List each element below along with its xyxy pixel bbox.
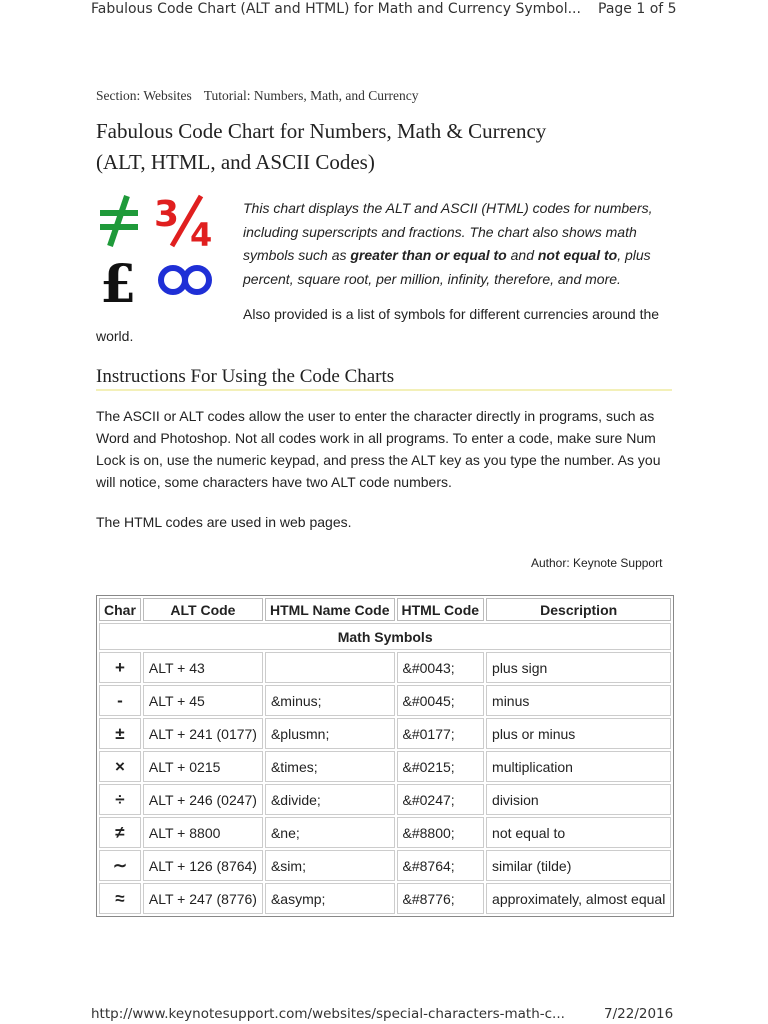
alt-code-cell: ALT + 246 (0247) <box>143 784 263 815</box>
html-name-code-cell <box>265 652 395 683</box>
currency-note-line-1-wrap <box>243 303 659 325</box>
column-header-html-code: HTML Code <box>397 598 485 621</box>
description-cell: plus sign <box>486 652 671 683</box>
char-cell: × <box>99 751 141 782</box>
column-header-description: Description <box>486 598 671 621</box>
html-name-code-cell: &ne; <box>265 817 395 848</box>
infinity-icon <box>161 268 209 292</box>
instructions-line-3: Lock is on, use the numeric keypad, and press the ALT key as you type the number. As you <box>96 452 661 468</box>
description-cell: plus or minus <box>486 718 671 749</box>
instructions-line-2: Word and Photoshop. Not all codes work in all programs. To enter a code, make sure Num <box>96 430 656 446</box>
table-row <box>99 718 671 749</box>
char-cell: ± <box>99 718 141 749</box>
section-title: Math Symbols <box>99 623 671 650</box>
alt-code-cell: ALT + 247 (8776) <box>143 883 263 914</box>
html-code-cell: &#8800; <box>397 817 485 848</box>
html-name-code-cell: &minus; <box>265 685 395 716</box>
table-row <box>99 652 671 683</box>
intro-line-3-a: symbols such as <box>243 247 351 263</box>
intro-line-3-e: , plus <box>617 247 651 263</box>
description-cell: division <box>486 784 671 815</box>
alt-code-cell: ALT + 8800 <box>143 817 263 848</box>
char-cell: ≠ <box>99 817 141 848</box>
not-equal-emphasis: not equal to <box>537 247 618 263</box>
currency-note-line-2-wrap <box>96 325 133 347</box>
page-title-line-2: (ALT, HTML, and ASCII Codes) <box>96 150 375 174</box>
html-code-cell: &#8764; <box>397 850 485 881</box>
page-title <box>96 116 696 178</box>
three-quarters-icon <box>154 194 212 254</box>
description-cell: multiplication <box>486 751 671 782</box>
instructions-heading: Instructions For Using the Code Charts <box>96 366 395 387</box>
html-name-code-cell: &asymp; <box>265 883 395 914</box>
intro-paragraph <box>243 197 683 291</box>
alt-code-cell: ALT + 126 (8764) <box>143 850 263 881</box>
table-header-row <box>99 598 671 621</box>
char-cell: ÷ <box>99 784 141 815</box>
breadcrumb <box>96 88 419 104</box>
column-header-char: Char <box>99 598 141 621</box>
char-cell: - <box>99 685 141 716</box>
char-cell: ∼ <box>99 850 141 881</box>
instructions-paragraph <box>96 405 660 493</box>
alt-code-cell: ALT + 43 <box>143 652 263 683</box>
print-header-page-number: Page 1 of 5 <box>598 1 677 17</box>
html-code-cell: &#0045; <box>397 685 485 716</box>
breadcrumb-section-link[interactable]: Section: Websites <box>96 88 192 103</box>
html-code-cell: &#8776; <box>397 883 485 914</box>
table-row <box>99 817 671 848</box>
numerator-three: 3 <box>154 194 180 235</box>
description-cell: similar (tilde) <box>486 850 671 881</box>
instructions-line-1: The ASCII or ALT codes allow the user to enter the character directly in programs, such as <box>96 408 655 424</box>
description-cell: not equal to <box>486 817 671 848</box>
page-title-line-1: Fabulous Code Chart for Numbers, Math & Currency <box>96 119 547 143</box>
footer-url: http://www.keynotesupport.com/websites/special-characters-math-c... <box>91 1006 565 1022</box>
table-row <box>99 751 671 782</box>
greater-equal-emphasis: greater than or equal to <box>350 247 507 263</box>
pound-icon: £ <box>100 254 137 310</box>
heading-underline <box>96 389 672 391</box>
char-cell: + <box>99 652 141 683</box>
description-cell: minus <box>486 685 671 716</box>
html-code-cell: &#0215; <box>397 751 485 782</box>
html-codes-note <box>96 511 352 533</box>
table-row <box>99 685 671 716</box>
denominator-four: 4 <box>190 216 213 254</box>
alt-code-cell: ALT + 0215 <box>143 751 263 782</box>
html-code-cell: &#0177; <box>397 718 485 749</box>
column-header-html-name-code: HTML Name Code <box>265 598 395 621</box>
alt-code-cell: ALT + 241 (0177) <box>143 718 263 749</box>
table-row <box>99 784 671 815</box>
intro-line-3-c: and <box>506 247 538 263</box>
instructions-line-4: will notice, some characters have two ALT code numbers. <box>96 474 452 490</box>
intro-line-1: This chart displays the ALT and ASCII (HTML) codes for numbers, <box>243 200 653 216</box>
section-row <box>99 623 671 650</box>
table-row <box>99 850 671 881</box>
char-cell: ≈ <box>99 883 141 914</box>
currency-note-line-1: Also provided is a list of symbols for different currencies around the <box>243 306 660 322</box>
author-credit: Author: Keynote Support <box>531 556 663 570</box>
html-name-code-cell: &times; <box>265 751 395 782</box>
print-header-title: Fabulous Code Chart (ALT and HTML) for Math and Currency Symbol... <box>91 1 581 17</box>
intro-line-2: including superscripts and fractions. The chart also shows math <box>243 223 637 240</box>
html-name-code-cell: &sim; <box>265 850 395 881</box>
html-code-cell: &#0247; <box>397 784 485 815</box>
footer-date: 7/22/2016 <box>604 1006 674 1022</box>
html-code-cell: &#0043; <box>397 652 485 683</box>
table-row <box>99 883 671 914</box>
breadcrumb-tutorial-link[interactable]: Tutorial: Numbers, Math, and Currency <box>203 88 419 103</box>
html-codes-note-text: The HTML codes are used in web pages. <box>96 514 352 530</box>
math-symbols-logo <box>96 188 220 310</box>
intro-line-4: percent, square root, per million, infinity, therefore, and more. <box>243 270 621 287</box>
math-symbols-table <box>96 595 674 917</box>
currency-note-line-2: world. <box>96 328 134 344</box>
intro-line-3 <box>243 244 683 268</box>
alt-code-cell: ALT + 45 <box>143 685 263 716</box>
html-name-code-cell: &plusmn; <box>265 718 395 749</box>
print-header <box>0 0 768 26</box>
column-header-alt-code: ALT Code <box>143 598 263 621</box>
not-equal-icon <box>100 196 138 246</box>
description-cell: approximately, almost equal <box>486 883 671 914</box>
html-name-code-cell: &divide; <box>265 784 395 815</box>
